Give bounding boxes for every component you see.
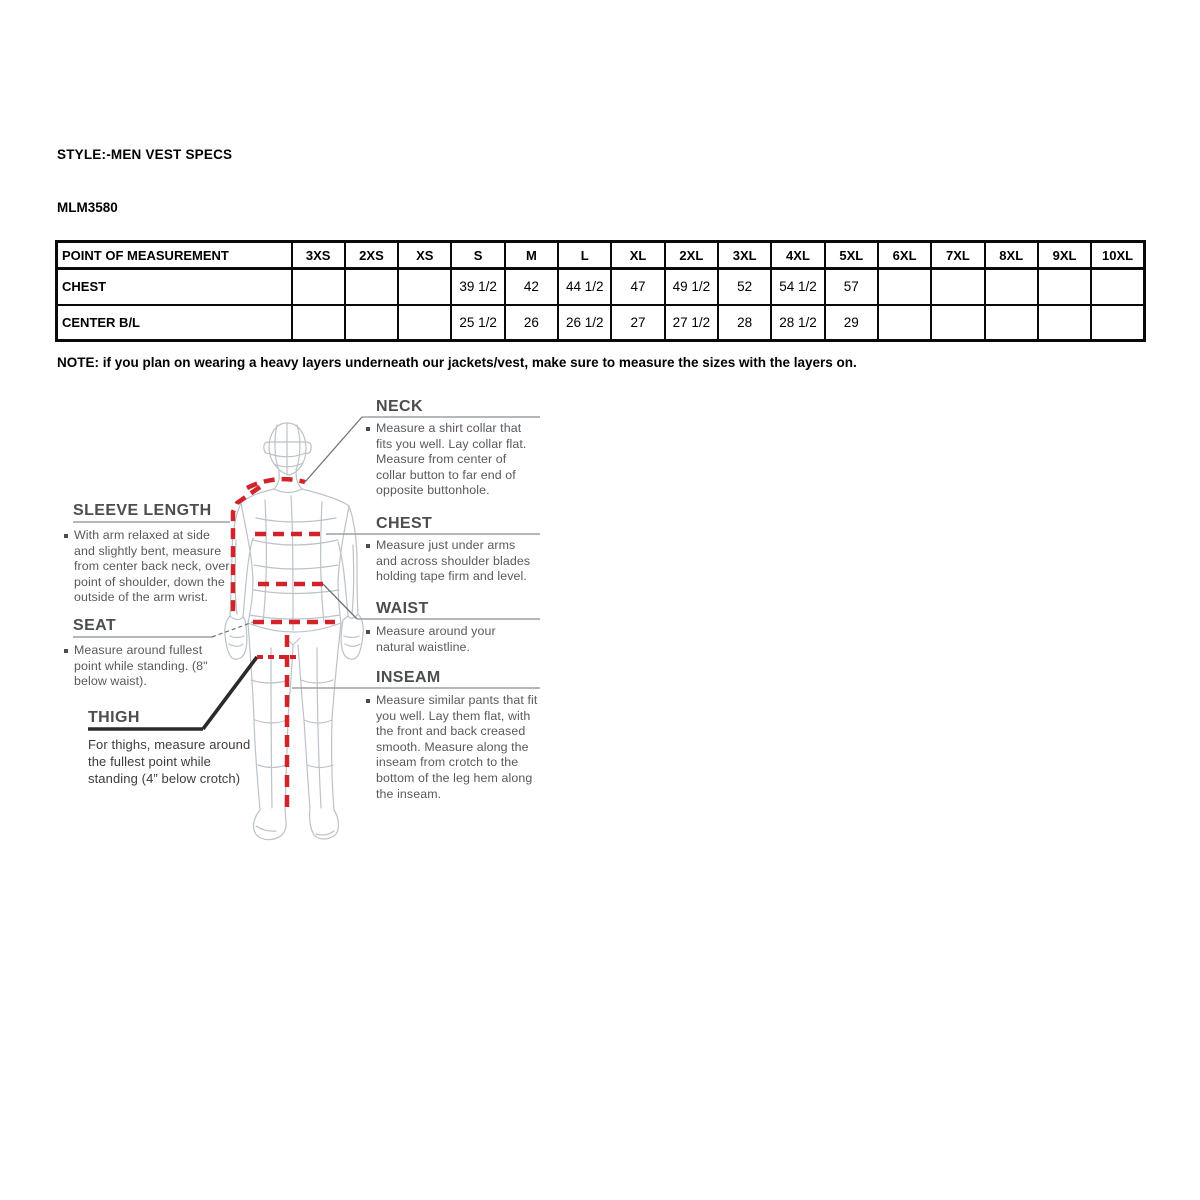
neck-description — [366, 421, 538, 499]
measurement-diagram — [60, 390, 580, 860]
col-header-size: S — [451, 242, 504, 269]
row-label-cell: CHEST — [57, 269, 292, 305]
sleeve-length-description — [64, 528, 234, 606]
chest-description — [366, 538, 538, 585]
size-value-cell: 44 1/2 — [558, 269, 611, 305]
size-value-cell — [398, 269, 451, 305]
col-header-size: XS — [398, 242, 451, 269]
seat-heading: SEAT — [73, 617, 117, 634]
size-table-header-row — [57, 242, 1145, 269]
size-value-cell: 26 1/2 — [558, 305, 611, 341]
size-value-cell — [1091, 305, 1144, 341]
size-value-cell: 47 — [611, 269, 664, 305]
size-value-cell — [292, 305, 345, 341]
seat-description-text: Measure around fullest point while standing. (8" below waist). — [74, 643, 208, 689]
bullet-icon — [366, 427, 370, 431]
size-value-cell — [345, 269, 398, 305]
size-value-cell: 26 — [505, 305, 558, 341]
thigh-description-text: For thighs, measure around the fullest point while standing (4” below crotch) — [88, 737, 251, 786]
size-table-body — [57, 269, 1145, 341]
size-value-cell: 27 — [611, 305, 664, 341]
col-header-size: 7XL — [931, 242, 984, 269]
thigh-description — [88, 736, 263, 787]
col-header-size: 10XL — [1091, 242, 1144, 269]
col-header-size: 5XL — [825, 242, 878, 269]
size-value-cell — [398, 305, 451, 341]
row-label-cell: CENTER B/L — [57, 305, 292, 341]
size-value-cell — [931, 305, 984, 341]
size-value-cell: 52 — [718, 269, 771, 305]
col-header-size: 8XL — [985, 242, 1038, 269]
style-code: MLM3580 — [57, 200, 118, 215]
neck-description-text: Measure a shirt collar that fits you well. Lay collar flat. Measure from center of collar button to far end of opposite buttonhole. — [376, 421, 527, 498]
inseam-heading: INSEAM — [376, 669, 441, 686]
col-header-size: 6XL — [878, 242, 931, 269]
col-header-size: 9XL — [1038, 242, 1091, 269]
size-value-cell: 57 — [825, 269, 878, 305]
chest-heading: CHEST — [376, 515, 433, 532]
seat-description — [64, 643, 219, 690]
col-header-size: XL — [611, 242, 664, 269]
waist-description-text: Measure around your natural waistline. — [376, 624, 496, 654]
size-value-cell — [878, 269, 931, 305]
size-value-cell — [985, 269, 1038, 305]
size-value-cell: 28 — [718, 305, 771, 341]
thigh-heading: THIGH — [88, 709, 140, 726]
waist-heading: WAIST — [376, 600, 429, 617]
inseam-description-text: Measure similar pants that fit you well. Lay them flat, with the front and back creased smooth. Measure along the inseam from crotch to the bottom of the leg hem along the inseam. — [376, 693, 538, 801]
neck-heading: NECK — [376, 398, 423, 415]
size-value-cell — [1038, 269, 1091, 305]
col-header-point-of-measurement: POINT OF MEASUREMENT — [57, 242, 292, 269]
sleeve-length-description-text: With arm relaxed at side and slightly bent, measure from center back neck, over point of shoulder, down the outside of the arm wrist. — [74, 528, 230, 605]
col-header-size: 4XL — [771, 242, 824, 269]
size-value-cell — [931, 269, 984, 305]
size-value-cell: 49 1/2 — [665, 269, 718, 305]
col-header-size: 2XS — [345, 242, 398, 269]
size-value-cell: 42 — [505, 269, 558, 305]
col-header-size: 3XL — [718, 242, 771, 269]
size-table-row — [57, 269, 1145, 305]
size-value-cell — [1091, 269, 1144, 305]
size-value-cell: 28 1/2 — [771, 305, 824, 341]
size-value-cell: 54 1/2 — [771, 269, 824, 305]
col-header-size: 3XS — [292, 242, 345, 269]
size-value-cell: 39 1/2 — [451, 269, 504, 305]
size-table-header — [57, 242, 1145, 269]
doc-title: STYLE:-MEN VEST SPECS — [57, 147, 233, 162]
bullet-icon — [64, 534, 68, 538]
col-header-size: M — [505, 242, 558, 269]
sleeve-measure-line — [233, 487, 260, 615]
bullet-icon — [64, 649, 68, 653]
col-header-size: 2XL — [665, 242, 718, 269]
size-value-cell — [345, 305, 398, 341]
bullet-icon — [366, 699, 370, 703]
size-value-cell: 29 — [825, 305, 878, 341]
size-value-cell — [1038, 305, 1091, 341]
neck-connector-line — [305, 417, 362, 482]
size-table — [55, 240, 1146, 342]
col-header-size: L — [558, 242, 611, 269]
waist-description — [366, 624, 506, 655]
size-value-cell — [985, 305, 1038, 341]
size-table-row — [57, 305, 1145, 341]
size-note: NOTE: if you plan on wearing a heavy layers underneath our jackets/vest, make sure to measure the sizes with the layers on. — [57, 355, 857, 370]
inseam-description — [366, 693, 538, 802]
size-value-cell — [878, 305, 931, 341]
chest-description-text: Measure just under arms and across shoulder blades holding tape firm and level. — [376, 538, 531, 584]
sleeve-length-heading: SLEEVE LENGTH — [73, 502, 212, 519]
size-value-cell — [292, 269, 345, 305]
bullet-icon — [366, 630, 370, 634]
bullet-icon — [366, 544, 370, 548]
size-value-cell: 27 1/2 — [665, 305, 718, 341]
size-value-cell: 25 1/2 — [451, 305, 504, 341]
